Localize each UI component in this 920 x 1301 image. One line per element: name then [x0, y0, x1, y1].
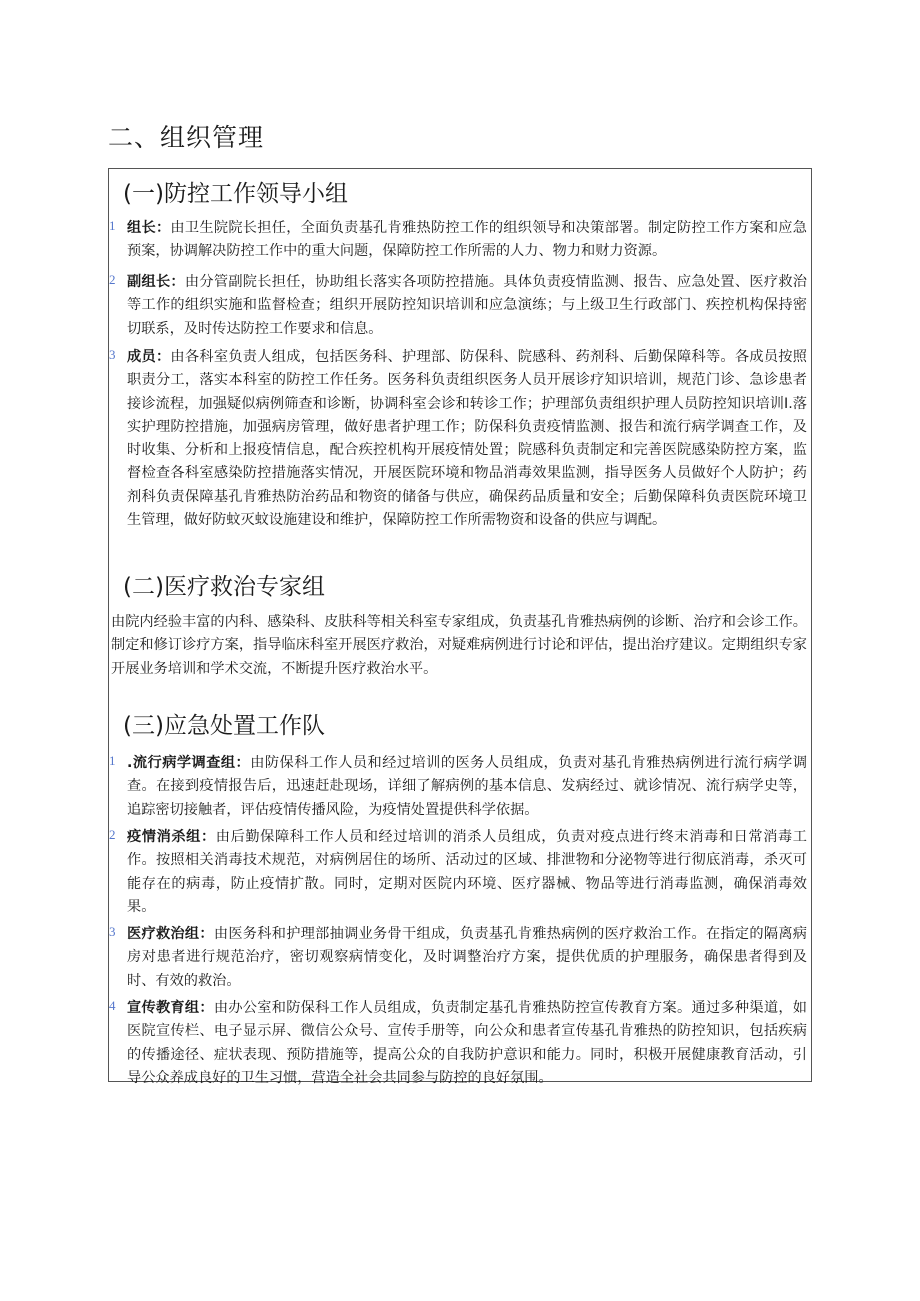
- item-text: 由办公室和防保科工作人员组成，负责制定基孔肯雅热防控宣传教育方案。通过多种渠道，如医院宣传栏、电子显示屏、微信公众号、宣传手册等，向公众和患者宣传基孔肯雅热的防控知识，包括疾病的传播途径、症状表现、预防措施等，提高公众的自我防护意识和能力。同时，积极开展健康教育活动，引导公众养成良好的卫生习惯，营造全社会共同参与防控的良好氛围。: [127, 1000, 807, 1086]
- item-label: 疫情消杀组：: [127, 829, 216, 845]
- item-number: 3: [109, 924, 116, 939]
- content-frame: [108, 168, 812, 1086]
- list-item-education: [109, 997, 809, 1090]
- item-body: [109, 346, 809, 532]
- list-item-members: [109, 346, 809, 532]
- item-body: [109, 752, 809, 822]
- page-title: 二、组织管理: [108, 123, 265, 152]
- item-body: [109, 217, 809, 264]
- item-body: [109, 826, 809, 919]
- list-item-treatment: [109, 923, 809, 993]
- item-text: 由分管副院长担任，协助组长落实各项防控措施。具体负责疫情监测、报告、应急处置、医疗救治等工作的组织实施和监督检查；组织开展防控知识培训和应急演练；与上级卫生行政部门、疾控机构保持密切联系，及时传达防控工作要求和信息。: [127, 274, 807, 337]
- list-item-leader: [109, 217, 809, 264]
- item-label: 副组长：: [127, 274, 185, 290]
- item-number: 1: [109, 753, 116, 768]
- item-label: .流行病学调查组：: [127, 755, 251, 771]
- item-number: 2: [109, 827, 116, 842]
- item-number: 1: [109, 218, 116, 233]
- item-label: 组长：: [127, 220, 171, 236]
- item-text: 由各科室负责人组成，包括医务科、护理部、防保科、院感科、药剂科、后勤保障科等。各成员按照职责分工，落实本科室的防控工作任务。医务科负责组织医务人员开展诊疗知识培训，规范门诊、急诊患者接诊流程，加强疑似病例筛查和诊断，协调科室会诊和转诊工作；护理部负责组织护理人员防控知识培训I.落实护理防控措施，加强病房管理，做好患者护理工作；防保科负责疫情监测、报告和流行病学调查工作，及时收集、分析和上报疫情信息，配合疾控机构开展疫情处置；院感科负责制定和完善医院感染防控方案，监督检查各科室感染防控措施落实情况，开展医院环境和物品消毒效果监测，指导医务人员做好个人防护；药剂科负责保障基孔肯雅热防治药品和物资的储备与供应，确保药品质量和安全；后勤保障科负责医院环境卫生管理，做好防蚊灭蚊设施建设和维护，保障防控工作所需物资和设备的供应与调配。: [127, 349, 807, 529]
- item-text: 由后勤保障科工作人员和经过培训的消杀人员组成，负责对疫点进行终末消毒和日常消毒工作。按照相关消毒技术规范，对病例居住的场所、活动过的区域、排泄物和分泌物等进行彻底消毒，杀灭可能存在的病毒，防止疫情扩散。同时，定期对医院内环境、医疗器械、物品等进行消毒监测，确保消毒效果。: [127, 829, 807, 915]
- list-item-disinfection: [109, 826, 809, 919]
- item-body: [109, 923, 809, 993]
- item-number: 2: [109, 272, 116, 287]
- paragraph-text: 由院内经验丰富的内科、感染科、皮肤科等相关科室专家组成，负责基孔肯雅热病例的诊断、治疗和会诊工作。制定和修订诊疗方案，指导临床科室开展医疗救治，对疑难病例进行讨论和评估，提出治疗建议。定期组织专家开展业务培训和学术交流，不断提升医疗救治水平。: [111, 614, 807, 677]
- item-text: 由医务科和护理部抽调业务骨干组成，负责基孔肯雅热病例的医疗救治工作。在指定的隔离病房对患者进行规范治疗，密切观察病情变化，及时调整治疗方案，提供优质的护理服务，确保患者得到及时、有效的救治。: [127, 926, 807, 989]
- item-label: 成员：: [127, 349, 171, 365]
- section-title-leadership: (一)防控工作领导小组: [123, 181, 348, 207]
- item-text: 由卫生院院长担任，全面负责基孔肯雅热防控工作的组织领导和决策部署。制定防控工作方案和应急预案，协调解决防控工作中的重大问题，保障防控工作所需的人力、物力和财力资源。: [127, 220, 807, 260]
- section-title-expert-group: (二)医疗救治专家组: [123, 574, 325, 600]
- item-number: 3: [109, 347, 116, 362]
- list-item-deputy-leader: [109, 271, 809, 341]
- list-item-epidemiology: [109, 752, 809, 822]
- item-text: 由防保科工作人员和经过培训的医务人员组成，负责对基孔肯雅热病例进行流行病学调查。在接到疫情报告后，迅速赶赴现场，详细了解病例的基本信息、发病经过、就诊情况、流行病学史等，追踪密切接触者，评估疫情传播风险，为疫情处置提供科学依据。: [127, 755, 808, 818]
- item-label: 宣传教育组：: [127, 1000, 214, 1016]
- expert-group-paragraph: [109, 611, 809, 681]
- item-body: [109, 997, 809, 1090]
- item-body: [109, 271, 809, 341]
- item-label: 医疗救治组：: [127, 926, 214, 942]
- section-title-emergency-team: (三)应急处置工作队: [123, 713, 325, 739]
- item-number: 4: [109, 998, 116, 1013]
